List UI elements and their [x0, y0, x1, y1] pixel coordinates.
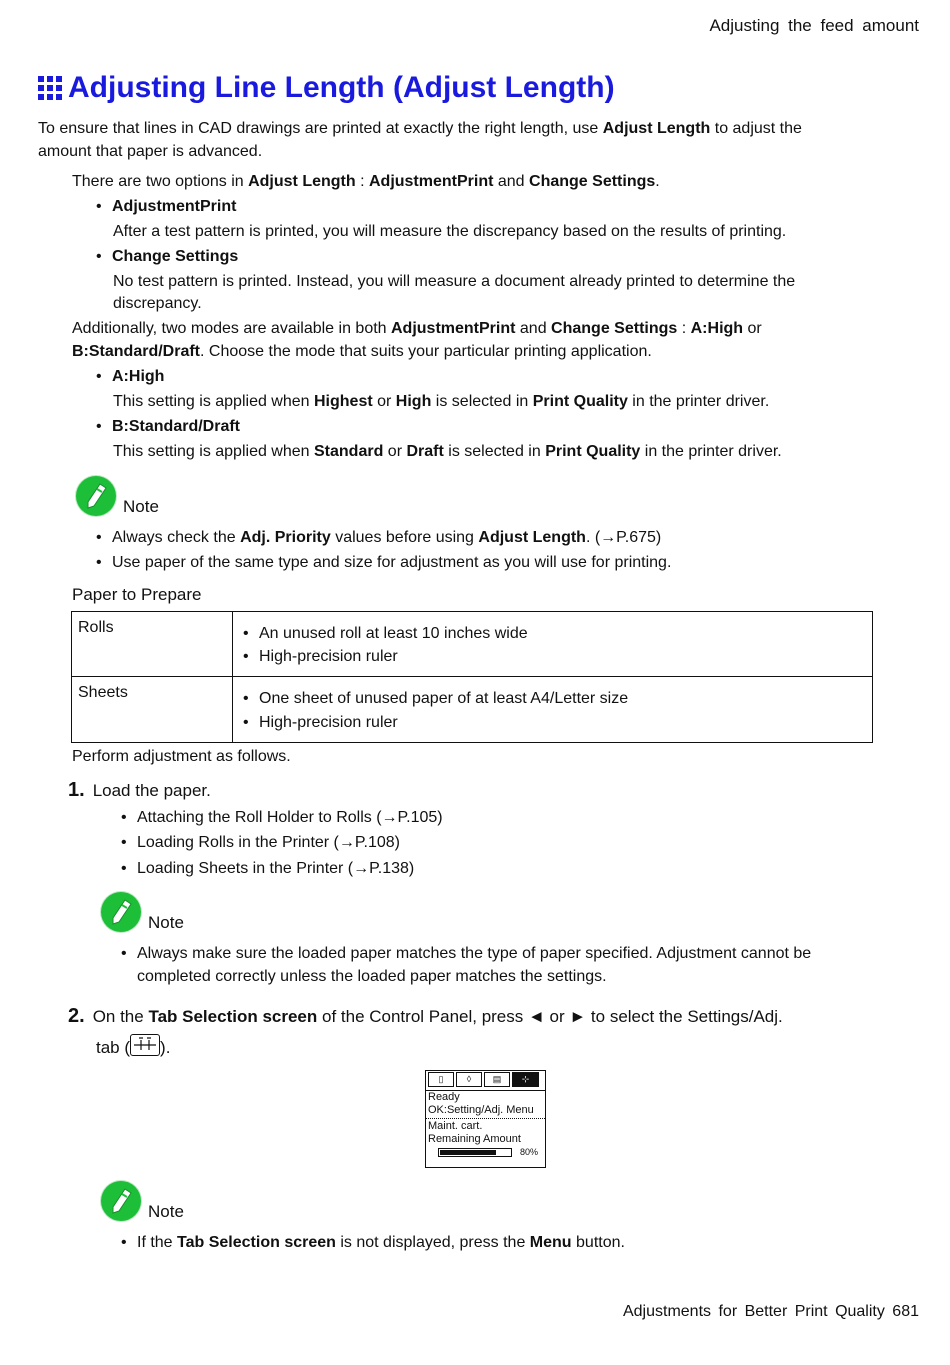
- table-row: [72, 677, 873, 742]
- job-tab-icon: ▤: [484, 1072, 510, 1087]
- option-desc: No test pattern is printed. Instead, you will measure a document already printed to determine the: [113, 273, 796, 290]
- text: :: [677, 320, 691, 337]
- pencil-icon: [101, 892, 141, 932]
- grid-icon: [38, 76, 62, 100]
- text: or: [743, 320, 762, 337]
- step-number: 1.: [68, 779, 85, 801]
- settings-adj-tab-icon: ⊹: [512, 1072, 539, 1087]
- step-1: [68, 776, 211, 805]
- ink-tab-icon: ◊: [456, 1072, 482, 1087]
- list-item: • Change Settings: [96, 245, 238, 268]
- note-label: Note: [148, 913, 184, 933]
- paper-type-cell: Rolls: [72, 612, 233, 677]
- step-text: On the Tab Selection screen of the Control Panel, press ◄ or ► to select the Settings/Adj.: [92, 1007, 783, 1026]
- note-header: [76, 476, 159, 516]
- modes-paragraph-2: [72, 340, 652, 363]
- tab-bar: [426, 1071, 545, 1091]
- options-paragraph: [72, 170, 660, 193]
- intro-line-2: amount that paper is advanced.: [38, 143, 263, 160]
- list-item: • AdjustmentPrint: [96, 195, 236, 218]
- note-item: • If the Tab Selection screen is not displayed, press the Menu button.: [121, 1234, 625, 1251]
- option-desc: After a test pattern is printed, you will measure the discrepancy based on the results of printing.: [113, 223, 787, 240]
- text: . Choose the mode that suits your particular printing application.: [200, 343, 652, 360]
- mode-desc: This setting is applied when Highest or High is selected in Print Quality in the printer driver.: [113, 393, 770, 410]
- bold: Change Settings: [529, 173, 656, 190]
- modes-paragraph: [72, 317, 762, 340]
- mode-name: B:Standard/Draft: [112, 418, 241, 435]
- note-item-cont: completed correctly unless the loaded paper matches the settings.: [137, 968, 607, 985]
- intro-line-1: [38, 117, 802, 140]
- bold: Change Settings: [551, 320, 678, 337]
- bold: AdjustmentPrint: [391, 320, 516, 337]
- paper-tab-icon: ▯: [428, 1072, 454, 1087]
- bold: AdjustmentPrint: [368, 173, 494, 190]
- note-header: [101, 1181, 184, 1221]
- pencil-icon: [101, 1181, 141, 1221]
- text: and: [493, 173, 530, 190]
- step-number: 2.: [68, 1005, 85, 1027]
- paper-type-cell: Sheets: [72, 677, 233, 742]
- remaining-bar: [426, 1146, 545, 1159]
- link-item[interactable]: • Loading Sheets in the Printer (→P.138): [121, 860, 415, 877]
- control-panel-screen: [425, 1070, 546, 1168]
- list-item: • A:High: [96, 365, 164, 388]
- section-title: [38, 66, 615, 110]
- text: There are two options in: [72, 173, 249, 190]
- bold: A:High: [690, 320, 744, 337]
- step-2-cont: tab ( ).: [96, 1034, 170, 1061]
- paper-items-cell: • One sheet of unused paper of at least A4/Letter size • High-precision ruler: [233, 677, 873, 742]
- lcd-line: Remaining Amount: [428, 1133, 521, 1145]
- text: and: [515, 320, 552, 337]
- link-item[interactable]: • Attaching the Roll Holder to Rolls (→P.105): [121, 809, 443, 826]
- link-item[interactable]: • Loading Rolls in the Printer (→P.108): [121, 834, 400, 851]
- text: .: [655, 173, 660, 190]
- note-header: [101, 892, 184, 932]
- option-name: AdjustmentPrint: [112, 198, 237, 215]
- text: :: [355, 173, 369, 190]
- settings-adj-icon: [130, 1034, 160, 1056]
- remaining-percent: 80%: [520, 1147, 539, 1157]
- running-header: Adjusting the feed amount: [709, 16, 919, 35]
- table-row: [72, 612, 873, 677]
- step-2: [68, 1002, 783, 1031]
- option-name: Change Settings: [112, 248, 239, 265]
- text: Additionally, two modes are available in both: [72, 320, 391, 337]
- paper-table: [71, 611, 873, 743]
- lcd-line: Ready: [428, 1091, 460, 1103]
- perform-text: Perform adjustment as follows.: [72, 748, 291, 765]
- section-title-text: Adjusting Line Length (Adjust Length): [68, 71, 615, 104]
- bold: Adjust Length: [248, 173, 356, 190]
- intro-text: to adjust the: [710, 120, 802, 137]
- paper-heading: Paper to Prepare: [72, 585, 202, 604]
- step-text: Load the paper.: [92, 781, 211, 800]
- lcd-line: Maint. cart.: [428, 1120, 483, 1132]
- intro-bold: Adjust Length: [602, 120, 711, 137]
- bold: B:Standard/Draft: [72, 343, 201, 360]
- note-item: • Always make sure the loaded paper matches the type of paper specified. Adjustment cannot be: [121, 945, 812, 962]
- intro-text: To ensure that lines in CAD drawings are printed at exactly the right length, use: [38, 120, 603, 137]
- pencil-icon: [76, 476, 116, 516]
- note-item: • Use paper of the same type and size for adjustment as you will use for printing.: [96, 554, 672, 571]
- remaining-fill: [440, 1150, 496, 1155]
- paper-items-cell: • An unused roll at least 10 inches wide • High-precision ruler: [233, 612, 873, 677]
- mode-name: A:High: [112, 368, 165, 385]
- note-label: Note: [123, 497, 159, 517]
- option-desc: discrepancy.: [113, 295, 202, 312]
- lcd-line: OK:Setting/Adj. Menu: [428, 1104, 534, 1116]
- list-item: • B:Standard/Draft: [96, 415, 240, 438]
- note-item: • Always check the Adj. Priority values before using Adjust Length. (→P.675): [96, 529, 662, 546]
- running-footer: Adjustments for Better Print Quality 681: [622, 1303, 919, 1320]
- note-label: Note: [148, 1202, 184, 1222]
- mode-desc: This setting is applied when Standard or Draft is selected in Print Quality in the printer driver.: [113, 443, 782, 460]
